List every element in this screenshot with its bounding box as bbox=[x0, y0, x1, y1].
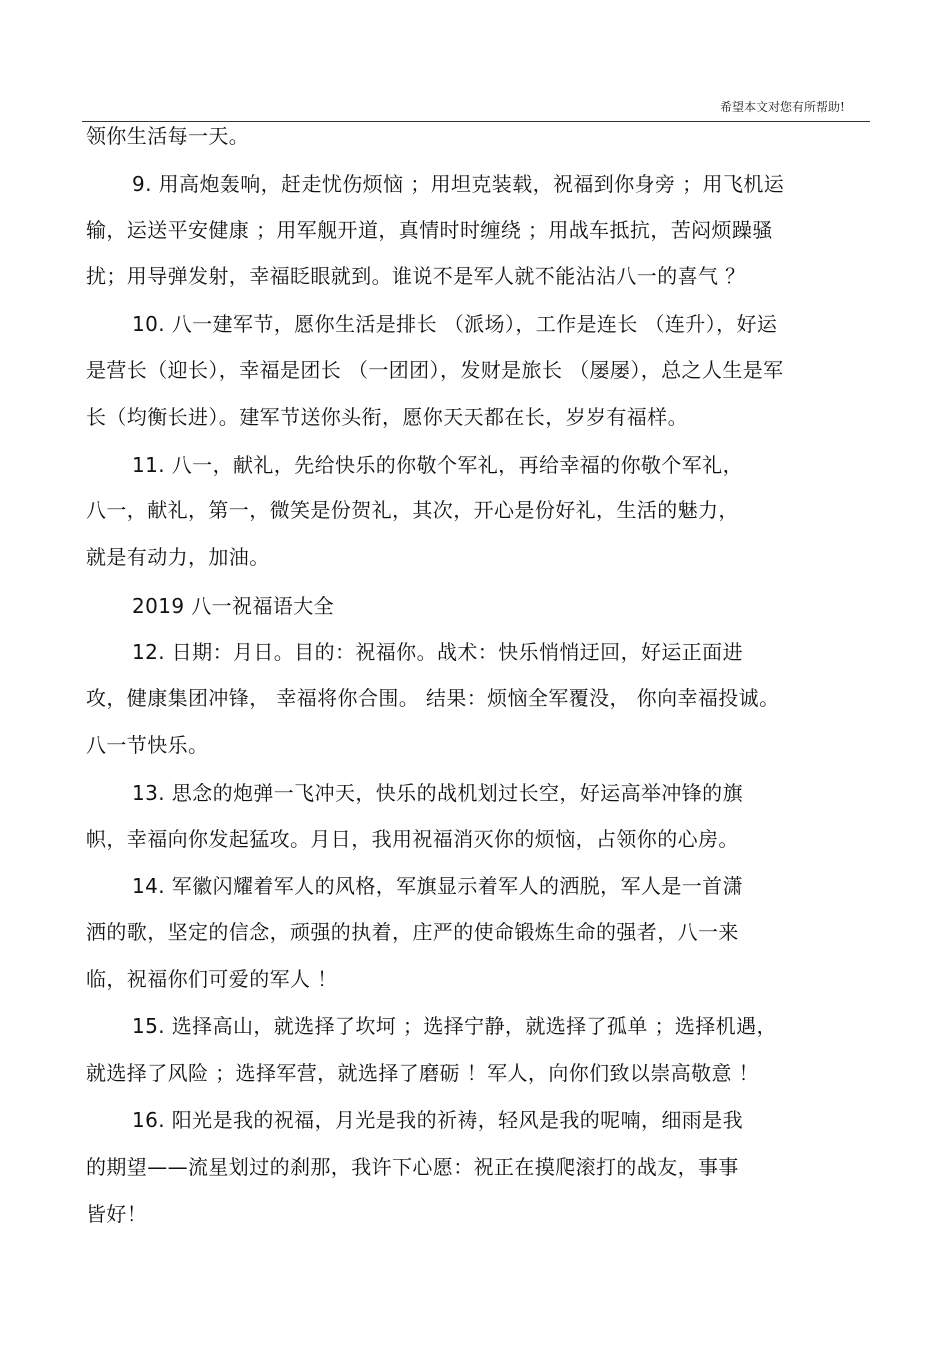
text-line: 就选择了风险 ；选择军营，就选择了磨砺 ！军人，向你们致以崇高敬意 ！ bbox=[86, 1061, 760, 1085]
header-rule bbox=[82, 121, 870, 122]
text-line: 13. 思念的炮弹一飞冲天，快乐的战机划过长空，好运高举冲锋的旗 bbox=[132, 781, 743, 805]
text-line: 八一节快乐。 bbox=[86, 733, 209, 757]
text-line: 就是有动力，加油。 bbox=[86, 545, 270, 569]
text-line: 皆好！ bbox=[86, 1202, 148, 1226]
text-line: 11. 八一，献礼，先给快乐的你敬个军礼，再给幸福的你敬个军礼， bbox=[132, 453, 743, 477]
text-line: 的期望——流星划过的刹那，我许下心愿：祝正在摸爬滚打的战友，事事 bbox=[86, 1155, 739, 1179]
text-line: 9. 用高炮轰响，赶走忧伤烦恼 ；用坦克装载，祝福到你身旁 ；用飞机运 bbox=[132, 172, 785, 196]
text-line: 14. 军徽闪耀着军人的风格，军旗显示着军人的洒脱，军人是一首潇 bbox=[132, 874, 743, 898]
text-line: 临，祝福你们可爱的军人 ！ bbox=[86, 967, 338, 991]
text-line: 是营长（迎长），幸福是团长 （一团团），发财是旅长 （屡屡），总之人生是军 bbox=[86, 358, 784, 382]
text-line: 15. 选择高山，就选择了坎坷 ；选择宁静，就选择了孤单 ；选择机遇， bbox=[132, 1014, 777, 1038]
header-note: 希望本文对您有所帮助! bbox=[720, 100, 845, 114]
text-line: 长（均衡长进）。建军节送你头衔，愿你天天都在长，岁岁有福样。 bbox=[86, 405, 688, 429]
text-line: 16. 阳光是我的祝福，月光是我的祈祷，轻风是我的呢喃，细雨是我 bbox=[132, 1108, 743, 1132]
text-line: 帜，幸福向你发起猛攻。月日，我用祝福消灭你的烦恼，占领你的心房。 bbox=[86, 827, 739, 851]
text-line: 12. 日期：月日。目的：祝福你。战术：快乐悄悄迂回，好运正面进 bbox=[132, 640, 743, 664]
text-line: 八一，献礼，第一，微笑是份贺礼，其次，开心是份好礼，生活的魅力， bbox=[86, 498, 739, 522]
text-line: 领你生活每一天。 bbox=[86, 124, 250, 148]
text-line: 输，运送平安健康 ；用军舰开道，真情时时缠绕 ；用战车抵抗，苦闷烦躁骚 bbox=[86, 218, 773, 242]
section-heading: 2019 八一祝福语大全 bbox=[132, 594, 335, 618]
text-line: 洒的歌，坚定的信念，顽强的执着，庄严的使命锻炼生命的强者，八一来 bbox=[86, 920, 739, 944]
text-line: 攻，健康集团冲锋， 幸福将你合围。 结果：烦恼全军覆没， 你向幸福投诚。 bbox=[86, 686, 780, 710]
text-line: 10. 八一建军节，愿你生活是排长 （派场），工作是连长 （连升），好运 bbox=[132, 312, 778, 336]
text-line: 扰；用导弹发射，幸福眨眼就到。谁说不是军人就不能沾沾八一的喜气 ？ bbox=[86, 264, 746, 288]
